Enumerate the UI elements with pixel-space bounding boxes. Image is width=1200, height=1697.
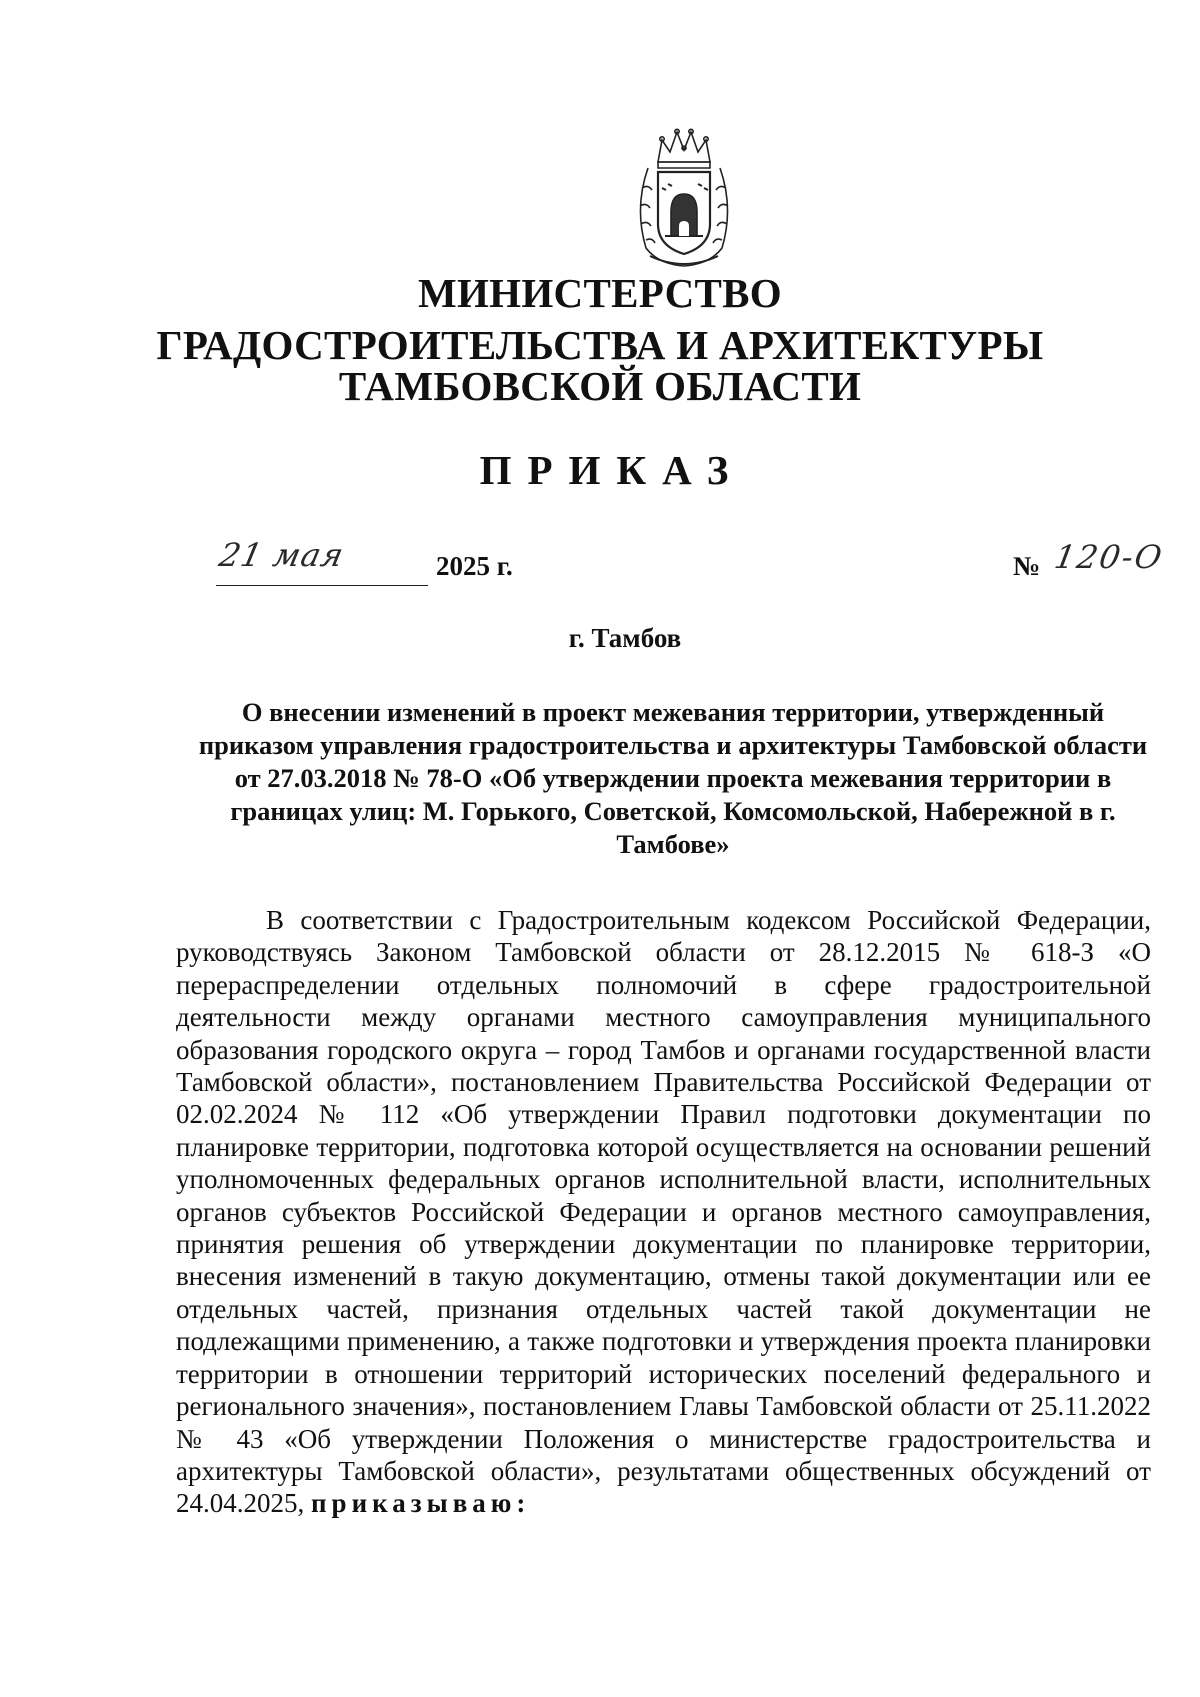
order-title: О внесении изменений в проект межевания территории, утвержденный приказом управления градостроительства и архитектуры Тамбовской области от 27.03.2018 № 78-О «Об утверждении проекта межевания территории в границах улиц: М. Горького, Советской, Комсомольской, Набережной в г. Тамбове»: [198, 697, 1148, 859]
ministry-name-line-3: ТАМБОВСКОЙ ОБЛАСТИ: [338, 363, 862, 409]
ministry-name-line-2: ГРАДОСТРОИТЕЛЬСТВА И АРХИТЕКТУРЫ: [156, 322, 1044, 368]
number-sign: №: [1013, 551, 1041, 581]
order-word: приказываю:: [311, 1488, 531, 1519]
document-year: 2025 г.: [436, 551, 513, 581]
preamble-text: В соответствии с Градостроительным кодексом Российской Федерации, руководствуясь Законом Тамбовской области от 28.12.2015 № 618-З «О перераспределении отдельных полномочий в сфере градостроительной деятельности между органами местного самоуправления муниципального образования городского округа – город Тамбов и органами государственной власти Тамбовской области», постановлением Правительства Российской Федерации от 02.02.2024 № 112 «Об утверждении Правил подготовки документации по планировке территории, подготовка которой осуществляется на основании решений уполномоченных федеральных органов исполнительной власти, исполнительных органов субъектов Российской Федерации и органов местного самоуправления, принятия решения об утверждении документации по планировке территории, внесения изменений в такую документацию, отмены такой документации или ее отдельных частей, признания отдельных частей такой документации не подлежащими применению, а также подготовки и утверждения проекта планировки территории в отношении территорий исторических поселений федерального и регионального значения», постановлением Главы Тамбовской области от 25.11.2022 № 43 «Об утверждении Положения о министерстве градостроительства и архитектуры Тамбовской области», результатами общественных обсуждений от 24.04.2025,: [176, 905, 1151, 1519]
ministry-name-line-1: МИНИСТЕРСТВО: [417, 270, 782, 316]
handwritten-date: 21 мая: [215, 536, 348, 574]
order-preamble: [176, 904, 1151, 1520]
coat-of-arms-icon: [628, 128, 740, 270]
issue-city: г. Тамбов: [568, 623, 682, 653]
handwritten-document-number: 120-О: [1051, 538, 1167, 576]
document-type-heading: ПРИКАЗ: [479, 447, 745, 493]
